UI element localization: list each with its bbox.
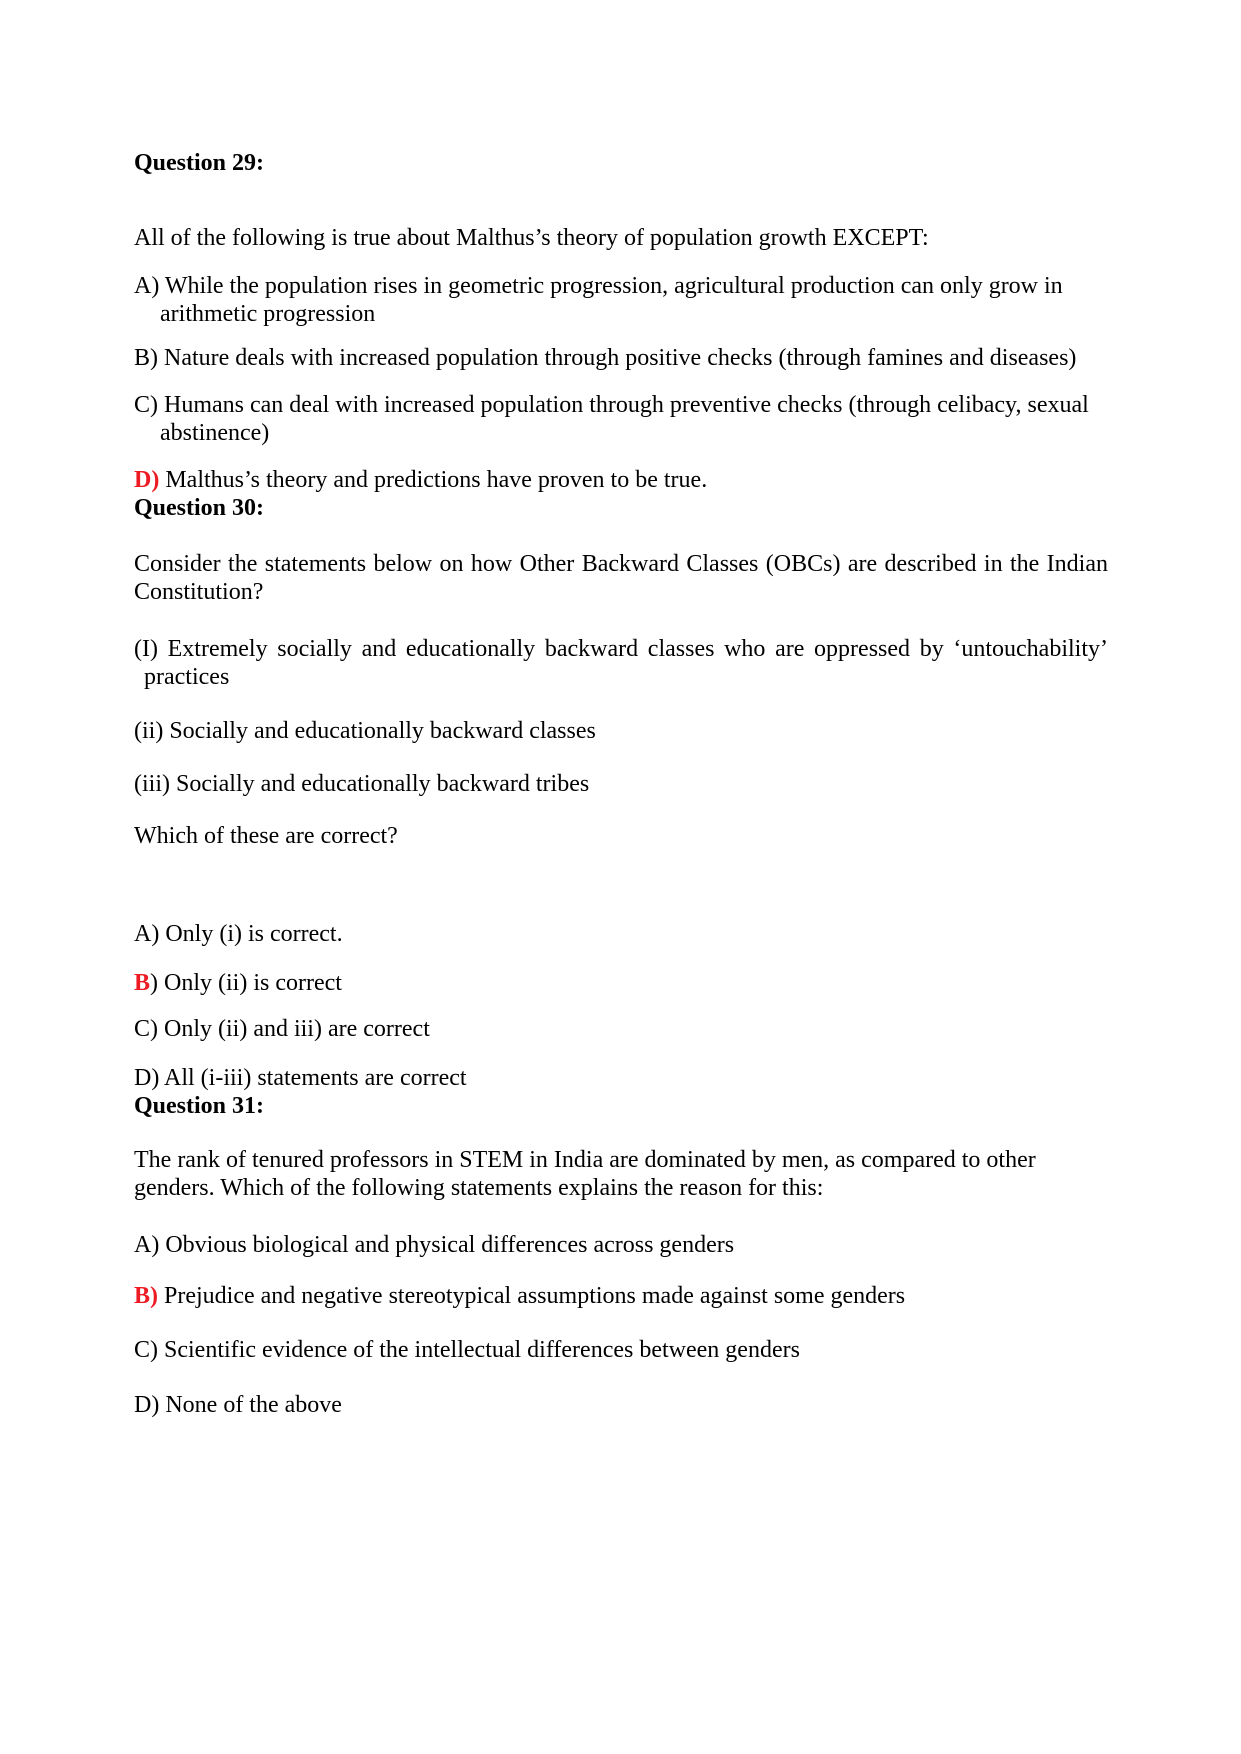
option-d-label: D) — [134, 1392, 160, 1418]
option-c-label: C) — [134, 392, 158, 418]
question-29-title: Question 29: — [134, 150, 265, 176]
option-c-label: C) — [134, 1337, 158, 1363]
question-31-title: Question 31: — [134, 1093, 265, 1119]
question-30-title: Question 30: — [134, 495, 265, 521]
option-b-text: Nature deals with increased population through positive checks (through famines and diseases) — [164, 345, 1077, 371]
option-d-text: Malthus’s theory and predictions have proven to be true. — [165, 467, 708, 493]
question-30-option-c — [134, 1015, 1108, 1043]
option-b-text: Prejudice and negative stereotypical assumptions made against some genders — [164, 1283, 906, 1309]
question-30-option-a — [134, 920, 1108, 948]
question-30-option-b — [134, 969, 1108, 997]
option-a-text: While the population rises in geometric progression, agricultural production can only grow in arithmetic progression — [160, 273, 1063, 327]
option-b-label: B) — [134, 345, 158, 371]
question-29-option-c — [134, 391, 1108, 447]
question-31-option-d — [134, 1391, 1108, 1419]
option-b-label: B) — [134, 970, 159, 996]
option-c-text: Scientific evidence of the intellectual differences between genders — [164, 1337, 800, 1363]
question-30-option-d — [134, 1064, 1108, 1092]
option-a-label: A) — [134, 1232, 160, 1258]
question-30-section — [134, 494, 1108, 1092]
statement-ii: (ii) Socially and educationally backward classes — [134, 718, 596, 744]
option-d-text: None of the above — [165, 1392, 342, 1418]
option-d-text: All (i-iii) statements are correct — [164, 1065, 467, 1091]
option-c-text: Humans can deal with increased population through preventive checks (through celibacy, sexual abstinence) — [160, 392, 1089, 446]
question-31-option-a — [134, 1231, 1108, 1259]
question-31-section — [134, 1092, 1108, 1419]
statement-iii: (iii) Socially and educationally backward tribes — [134, 771, 590, 797]
statements-question: Which of these are correct? — [134, 823, 398, 849]
option-a-text: Only (i) is correct. — [165, 921, 343, 947]
option-b-text: Only (ii) is correct — [164, 970, 342, 996]
option-d-label: D) — [134, 467, 160, 493]
option-a-text: Obvious biological and physical differences across genders — [165, 1232, 735, 1258]
statement-i: (I) Extremely socially and educationally backward classes who are oppressed by ‘untouchability’ practices — [134, 636, 1108, 690]
option-c-label: C) — [134, 1016, 158, 1042]
option-c-text: Only (ii) and iii) are correct — [164, 1016, 430, 1042]
option-a-label: A) — [134, 273, 160, 299]
question-31-option-b — [134, 1282, 1108, 1310]
question-29-section — [134, 149, 1108, 494]
question-31-intro: The rank of tenured professors in STEM in India are dominated by men, as compared to other genders. Which of the following statements explains the reason for this: — [134, 1147, 1036, 1201]
question-29-option-b — [134, 344, 1108, 372]
question-29-option-a — [134, 272, 1108, 328]
option-d-label: D) — [134, 1065, 160, 1091]
option-a-label: A) — [134, 921, 160, 947]
question-29-intro: All of the following is true about Malthus’s theory of population growth EXCEPT: — [134, 225, 929, 251]
option-b-label: B) — [134, 1283, 158, 1309]
question-29-option-d — [134, 466, 1108, 494]
question-30-intro: Consider the statements below on how Other Backward Classes (OBCs) are described in the Indian Constitution? — [134, 551, 1108, 605]
question-31-option-c — [134, 1336, 1108, 1364]
